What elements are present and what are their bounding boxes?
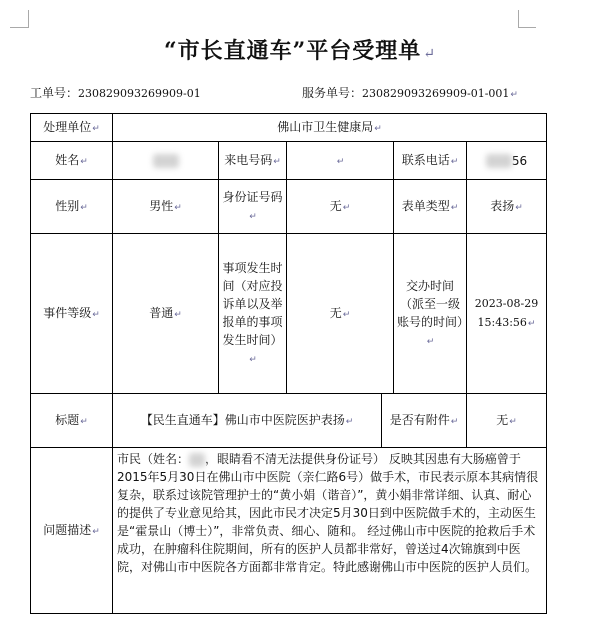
name-label: 姓名 bbox=[55, 152, 80, 167]
issue-description-label: 问题描述 bbox=[43, 522, 92, 537]
deliver-clock: 15:43:56 bbox=[477, 316, 527, 329]
redacted-citizen-name-blur bbox=[189, 453, 205, 467]
paragraph-mark-icon: ↵ bbox=[80, 156, 88, 167]
gender-value-cell bbox=[113, 180, 219, 234]
paragraph-mark-icon: ↵ bbox=[515, 202, 523, 213]
deliver-time-label-cell bbox=[394, 234, 470, 394]
crop-mark-top-left-vertical bbox=[28, 10, 29, 28]
form-type-value: 表扬 bbox=[490, 198, 515, 213]
gender-label-cell bbox=[31, 180, 113, 234]
attachment-label: 是否有附件 bbox=[389, 412, 450, 427]
table-row bbox=[31, 234, 547, 394]
issue-description-cell bbox=[113, 448, 547, 614]
crop-mark-top-left-horizontal bbox=[10, 27, 28, 28]
paragraph-mark-icon: ↵ bbox=[509, 416, 517, 427]
work-order-number: 230829093269909-01 bbox=[78, 87, 201, 100]
table-row bbox=[31, 394, 547, 448]
name-value-cell bbox=[113, 142, 219, 180]
paragraph-mark-icon: ↵ bbox=[92, 309, 100, 320]
table-row bbox=[31, 114, 547, 142]
id-value-cell bbox=[287, 180, 394, 234]
unit-label-cell bbox=[31, 114, 113, 142]
acceptance-form-table bbox=[30, 113, 547, 614]
redacted-name-blur bbox=[153, 154, 179, 168]
paragraph-mark-icon: ↵ bbox=[426, 336, 435, 347]
paragraph-mark-icon: ↵ bbox=[80, 416, 88, 427]
name-label-cell bbox=[31, 142, 113, 180]
paragraph-mark-icon: ↵ bbox=[273, 156, 281, 167]
paragraph-mark-icon: ↵ bbox=[92, 123, 100, 134]
paragraph-mark-icon: ↵ bbox=[174, 202, 182, 213]
crop-mark-top-right-horizontal bbox=[518, 27, 536, 28]
table-row bbox=[31, 142, 547, 180]
gender-label: 性别 bbox=[55, 198, 80, 213]
deliver-date: 2023-08-29 bbox=[474, 297, 539, 310]
document-title-text: “市长直通车”平台受理单 bbox=[163, 38, 422, 64]
service-order-label: 服务单号： bbox=[302, 86, 363, 100]
event-time-value: 无 bbox=[329, 305, 342, 320]
level-label-cell bbox=[31, 234, 113, 394]
paragraph-mark-icon: ↵ bbox=[374, 123, 382, 134]
redacted-phone-blur bbox=[486, 154, 512, 168]
subject-value: 【民生直通车】佛山市中医院医护表扬 bbox=[140, 412, 345, 427]
contact-phone-label: 联系电话 bbox=[401, 152, 450, 167]
paragraph-mark-icon: ↵ bbox=[336, 156, 345, 167]
work-order-label: 工单号： bbox=[30, 86, 79, 100]
attachment-label-cell bbox=[382, 394, 467, 448]
id-number-value: 无 bbox=[329, 198, 342, 213]
event-level-label: 事件等级 bbox=[43, 305, 92, 320]
form-type-value-cell bbox=[467, 180, 547, 234]
gender-value: 男性 bbox=[149, 198, 174, 213]
unit-value: 佛山市卫生健康局 bbox=[277, 119, 374, 134]
paragraph-mark-icon: ↵ bbox=[510, 90, 518, 100]
deliver-time-label: 交办时间（派至一级账号的时间） bbox=[397, 278, 470, 329]
attachment-value: 无 bbox=[496, 412, 509, 427]
subject-label-cell bbox=[31, 394, 113, 448]
paragraph-mark-icon: ↵ bbox=[345, 416, 354, 427]
contact-phone-suffix: 56 bbox=[511, 153, 528, 168]
contact-phone-label-cell bbox=[394, 142, 467, 180]
form-type-label: 表单类型 bbox=[401, 198, 450, 213]
issue-description-prefix: 市民（姓名： bbox=[117, 452, 190, 466]
subject-value-cell bbox=[113, 394, 382, 448]
table-row bbox=[31, 448, 547, 614]
form-type-label-cell bbox=[394, 180, 467, 234]
paragraph-mark-icon: ↵ bbox=[249, 211, 257, 222]
issue-label-cell bbox=[31, 448, 113, 614]
attachment-value-cell bbox=[467, 394, 547, 448]
work-order-line bbox=[30, 84, 201, 101]
event-time-label-cell bbox=[219, 234, 287, 394]
contact-phone-value-cell bbox=[467, 142, 547, 180]
paragraph-mark-icon: ↵ bbox=[80, 202, 88, 213]
crop-mark-top-right-vertical bbox=[518, 10, 519, 28]
paragraph-mark-icon: ↵ bbox=[450, 156, 459, 167]
id-label-cell bbox=[219, 180, 287, 234]
id-number-label: 身份证号码 bbox=[222, 189, 283, 204]
level-value-cell bbox=[113, 234, 219, 394]
issue-description-text: ，眼睛看不清无法提供身份证号） 反映其因患有大肠癌曾于2015年5月30日在佛山市中医院（亲仁路6号）做手术，市民表示原本其病情很复杂，联系过该院管理护士的“黄小娟（谐音）”，黄小娟非常详细、认真、耐心的提供了专业意见给其，因此市民才决定5月30日到中医院做手术的，主动医生是“霍景山（博士）”，非常负责、细心、随和。 经过佛山市中医院的抢救后手术成功，在肿瘤科住院期间，所有的医护人员都非常好，曾送过4次锦旗到中医院，对佛山市中医院各方面都非常肯定。特此感谢佛山市中医院的医护人员们。 bbox=[117, 452, 539, 574]
document-title bbox=[0, 34, 600, 65]
event-level-value: 普通 bbox=[149, 305, 174, 320]
event-time-value-cell bbox=[287, 234, 394, 394]
caller-phone-value-cell bbox=[287, 142, 394, 180]
paragraph-mark-icon: ↵ bbox=[450, 416, 459, 427]
unit-label: 处理单位 bbox=[43, 119, 92, 134]
paragraph-mark-icon: ↵ bbox=[423, 46, 437, 62]
service-order-line bbox=[302, 84, 518, 101]
paragraph-mark-icon: ↵ bbox=[174, 309, 182, 320]
caller-phone-label-cell bbox=[219, 142, 287, 180]
paragraph-mark-icon: ↵ bbox=[342, 309, 351, 320]
paragraph-mark-icon: ↵ bbox=[92, 526, 100, 537]
event-time-label: 事项发生时间（对应投诉单以及举报单的事项发生时间） bbox=[222, 260, 283, 347]
table-row bbox=[31, 180, 547, 234]
deliver-time-value-cell bbox=[467, 234, 547, 394]
paragraph-mark-icon: ↵ bbox=[249, 354, 257, 365]
paragraph-mark-icon: ↵ bbox=[342, 202, 351, 213]
unit-value-cell bbox=[113, 114, 547, 142]
service-order-number: 230829093269909-01-001 bbox=[362, 87, 510, 100]
paragraph-mark-icon: ↵ bbox=[450, 202, 459, 213]
caller-phone-label: 来电号码 bbox=[224, 152, 273, 167]
subject-label: 标题 bbox=[55, 412, 80, 427]
paragraph-mark-icon: ↵ bbox=[527, 319, 536, 329]
